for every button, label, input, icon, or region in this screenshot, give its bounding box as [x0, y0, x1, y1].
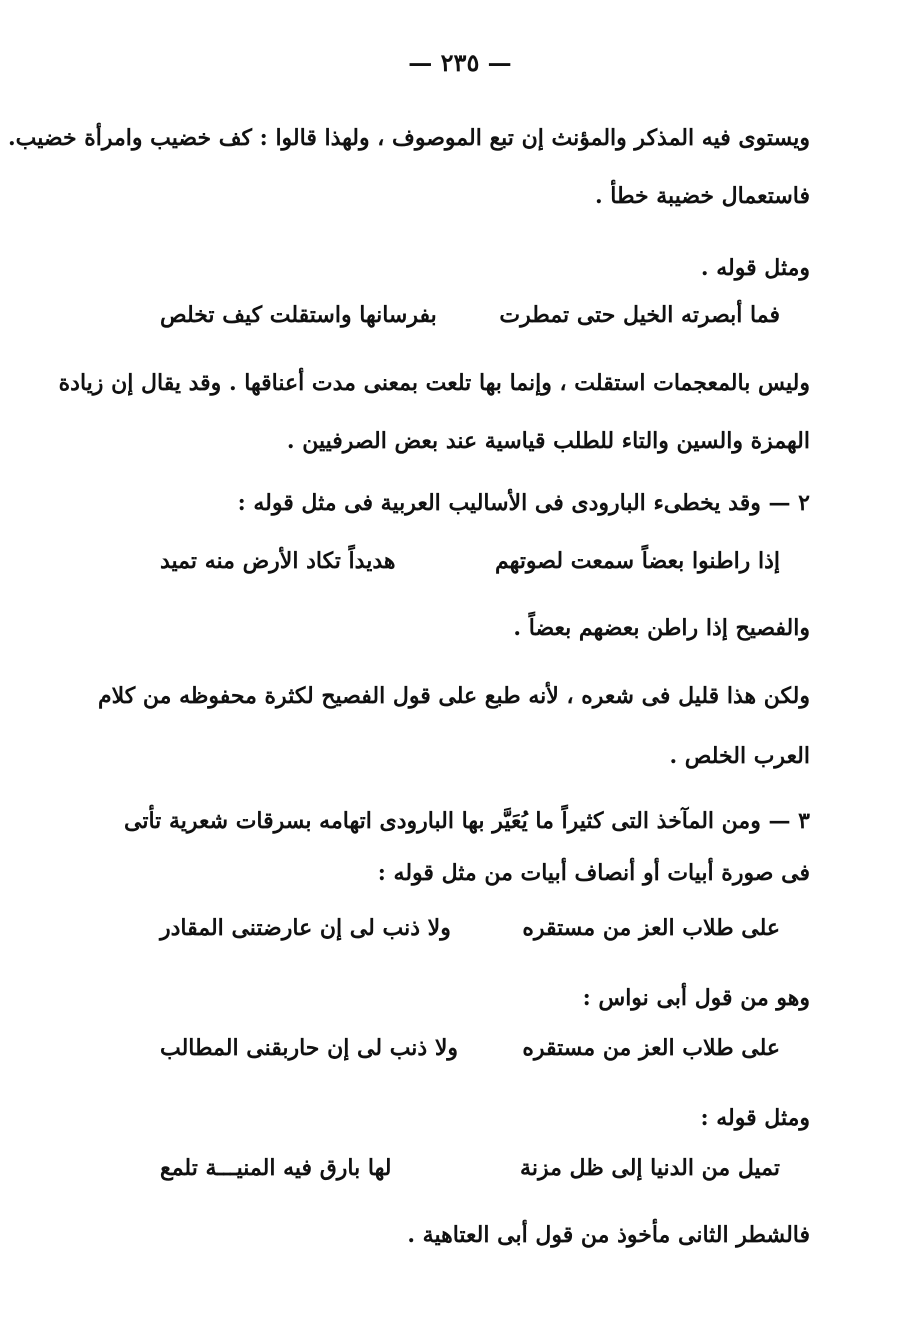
text-line: ولكن هذا قليل فى شعره ، لأنه طبع على قول الفصيح لكثرة محفوظه من كلام	[98, 683, 810, 709]
text-line: فى صورة أبيات أو أنصاف أبيات من مثل قوله :	[377, 860, 810, 886]
verse-second-hemistich: هديداً تكاد الأرض منه تميد	[160, 548, 396, 574]
text-line: وليس بالمعجمات استقلت ، وإنما بها تلعت بمعنى مدت أعناقها . وقد يقال إن زيادة	[58, 370, 810, 396]
verse-second-hemistich: ولا ذنب لى إن عارضتنى المقادر	[160, 915, 451, 941]
verse-second-hemistich: بفرسانها واستقلت كيف تخلص	[160, 302, 437, 328]
text-line: وهو من قول أبى نواس :	[582, 985, 810, 1011]
text-line: فاستعمال خضيبة خطأ .	[594, 183, 810, 209]
page-number: — ٢٣٥ —	[408, 48, 512, 77]
verse-second-hemistich: لها بارق فيه المنيـــة تلمع	[160, 1155, 392, 1181]
text-line: العرب الخلص .	[669, 743, 810, 769]
text-line: ٢ — وقد يخطىء البارودى فى الأساليب العربية فى مثل قوله :	[237, 490, 810, 516]
text-line: ومثل قوله .	[700, 255, 810, 281]
verse-first-hemistich: إذا راطنوا بعضاً سمعت لصوتهم	[495, 548, 780, 574]
verse-second-hemistich: ولا ذنب لى إن حاربقنى المطالب	[160, 1035, 459, 1061]
text-line: ٣ — ومن المآخذ التى كثيراً ما يُعَيَّر بها البارودى اتهامه بسرقات شعرية تأتى	[124, 808, 810, 834]
verse-first-hemistich: على طلاب العز من مستقره	[522, 1035, 780, 1061]
verse-first-hemistich: فما أبصرته الخيل حتى تمطرت	[499, 302, 780, 328]
text-line: ويستوى فيه المذكر والمؤنث إن تبع الموصوف ، ولهذا قالوا : كف خضيب وامرأة خضيب.	[7, 125, 810, 151]
verse-first-hemistich: على طلاب العز من مستقره	[522, 915, 780, 941]
text-line: فالشطر الثانى مأخوذ من قول أبى العتاهية .	[407, 1222, 810, 1248]
text-line: ومثل قوله :	[700, 1105, 810, 1131]
text-line: الهمزة والسين والتاء للطلب قياسية عند بعض الصرفيين .	[286, 428, 810, 454]
text-line: والفصيح إذا راطن بعضهم بعضاً .	[513, 615, 810, 641]
verse-first-hemistich: تميل من الدنيا إلى ظل مزنة	[520, 1155, 780, 1181]
